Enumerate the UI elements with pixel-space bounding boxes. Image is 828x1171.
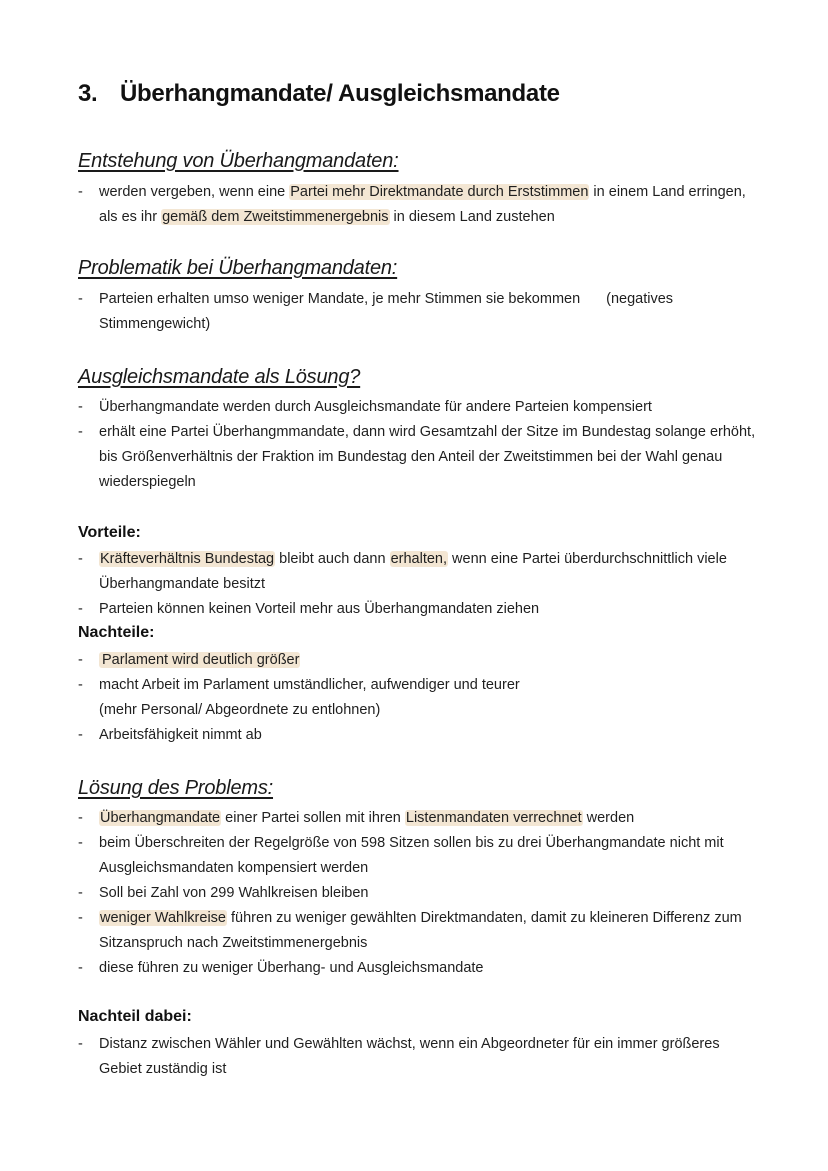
list-item <box>78 420 758 495</box>
section-heading-nachteile: Nachteile: <box>78 624 155 641</box>
list-item <box>78 395 758 420</box>
section-heading-problematik: Problematik bei Überhangmandaten: <box>78 257 398 279</box>
bullet-dash: - <box>78 184 83 200</box>
bullet-dash: - <box>78 960 83 976</box>
section-heading-entstehung: Entstehung von Überhangmandaten: <box>78 150 399 172</box>
list-item <box>78 597 758 622</box>
bullet-dash: - <box>78 810 83 826</box>
bullet-dash: - <box>78 291 83 307</box>
list-item <box>78 956 758 981</box>
bullet-dash: - <box>78 835 83 851</box>
list-item-text: Parteien erhalten umso weniger Mandate, je mehr Stimmen sie bekommen (negatives Stimmengewicht) <box>99 291 674 332</box>
bullet-dash: - <box>78 677 83 693</box>
list-item <box>78 648 758 673</box>
list-item <box>78 806 758 831</box>
bullet-dash: - <box>78 1036 83 1052</box>
bullet-dash: - <box>78 652 83 668</box>
list-item <box>78 1032 758 1082</box>
bullet-dash: - <box>78 601 83 617</box>
section-heading-nachteil-dabei: Nachteil dabei: <box>78 1008 192 1025</box>
bullet-dash: - <box>78 885 83 901</box>
list-item-text: beim Überschreiten der Regelgröße von 598 Sitzen sollen bis zu drei Überhangmandate nicht mit Ausgleichsmandaten kompensiert werden <box>99 835 724 876</box>
list-item-text: weniger Wahlkreise führen zu weniger gewählten Direktmandaten, damit zu kleineren Differenz zum Sitzanspruch nach Zweitstimmenergebnis <box>99 910 742 951</box>
list-item <box>78 180 758 230</box>
section-heading-ausgleich: Ausgleichsmandate als Lösung? <box>78 366 361 388</box>
bullet-dash: - <box>78 551 83 567</box>
highlight: gemäß dem Zweitstimmenergebnis <box>162 209 389 225</box>
list-item <box>78 287 758 337</box>
highlight: erhalten, <box>390 551 448 567</box>
list-item <box>78 831 758 881</box>
list-item-text: Arbeitsfähigkeit nimmt ab <box>99 727 262 743</box>
bullet-dash: - <box>78 727 83 743</box>
title-text: Überhangmandate/ Ausgleichsmandate <box>120 80 560 107</box>
list-item-text <box>78 648 758 673</box>
list-item <box>78 881 758 906</box>
section-heading-loesung: Lösung des Problems: <box>78 777 274 799</box>
list-item-text: erhält eine Partei Überhangmmandate, dann wird Gesamtzahl der Sitze im Bundestag solange erhöht, bis Größenverhältnis der Fraktion im Bundestag den Anteil der Zweitstimmen bei der Wahl genau wiederspiegeln <box>99 424 756 490</box>
highlight: Listenmandaten verrechnet <box>405 810 582 826</box>
list-item-text: werden vergeben, wenn eine Partei mehr Direktmandate durch Erststimmen in einem Land erringen, als es ihr gemäß dem Zweitstimmenergebnis in diesem Land zustehen <box>99 184 746 225</box>
list-item-text: Überhangmandate einer Partei sollen mit ihren Listenmandaten verrechnet werden <box>100 810 635 826</box>
list-item <box>78 673 758 723</box>
list-item <box>78 723 758 748</box>
highlight: Überhangmandate <box>100 810 221 826</box>
bullet-dash: - <box>78 399 83 415</box>
list-item-text: Parteien können keinen Vorteil mehr aus Überhangmandaten ziehen <box>99 601 540 617</box>
highlight: Kräfteverhältnis Bundestag <box>100 551 275 567</box>
highlight: weniger Wahlkreise <box>100 910 226 926</box>
list-item <box>78 547 758 597</box>
list-item-text: diese führen zu weniger Überhang- und Ausgleichsmandate <box>99 960 484 976</box>
list-item-text: Kräfteverhältnis Bundestag bleibt auch dann erhalten, wenn eine Partei überdurchschnittlich viele Überhangmandate besitzt <box>99 551 727 592</box>
bullet-dash: - <box>78 910 83 926</box>
list-item-text: Überhangmandate werden durch Ausgleichsmandate für andere Parteien kompensiert <box>99 399 652 415</box>
bullet-dash: - <box>78 424 83 440</box>
list-item-text: Soll bei Zahl von 299 Wahlkreisen bleiben <box>99 885 369 901</box>
list-item-text: macht Arbeit im Parlament umständlicher, aufwendiger und teurer (mehr Personal/ Abgeordnete zu entlohnen) <box>99 677 520 718</box>
title-number: 3. <box>78 80 98 107</box>
page-title <box>78 80 560 108</box>
list-item-text: Distanz zwischen Wähler und Gewählten wächst, wenn ein Abgeordneter für ein immer größeres Gebiet zuständig ist <box>99 1036 720 1077</box>
section-heading-vorteile: Vorteile: <box>78 524 141 541</box>
list-item <box>78 906 758 956</box>
highlight: Partei mehr Direktmandate durch Erststimmen <box>290 184 589 200</box>
highlight: Parlament wird deutlich größer <box>99 652 300 668</box>
